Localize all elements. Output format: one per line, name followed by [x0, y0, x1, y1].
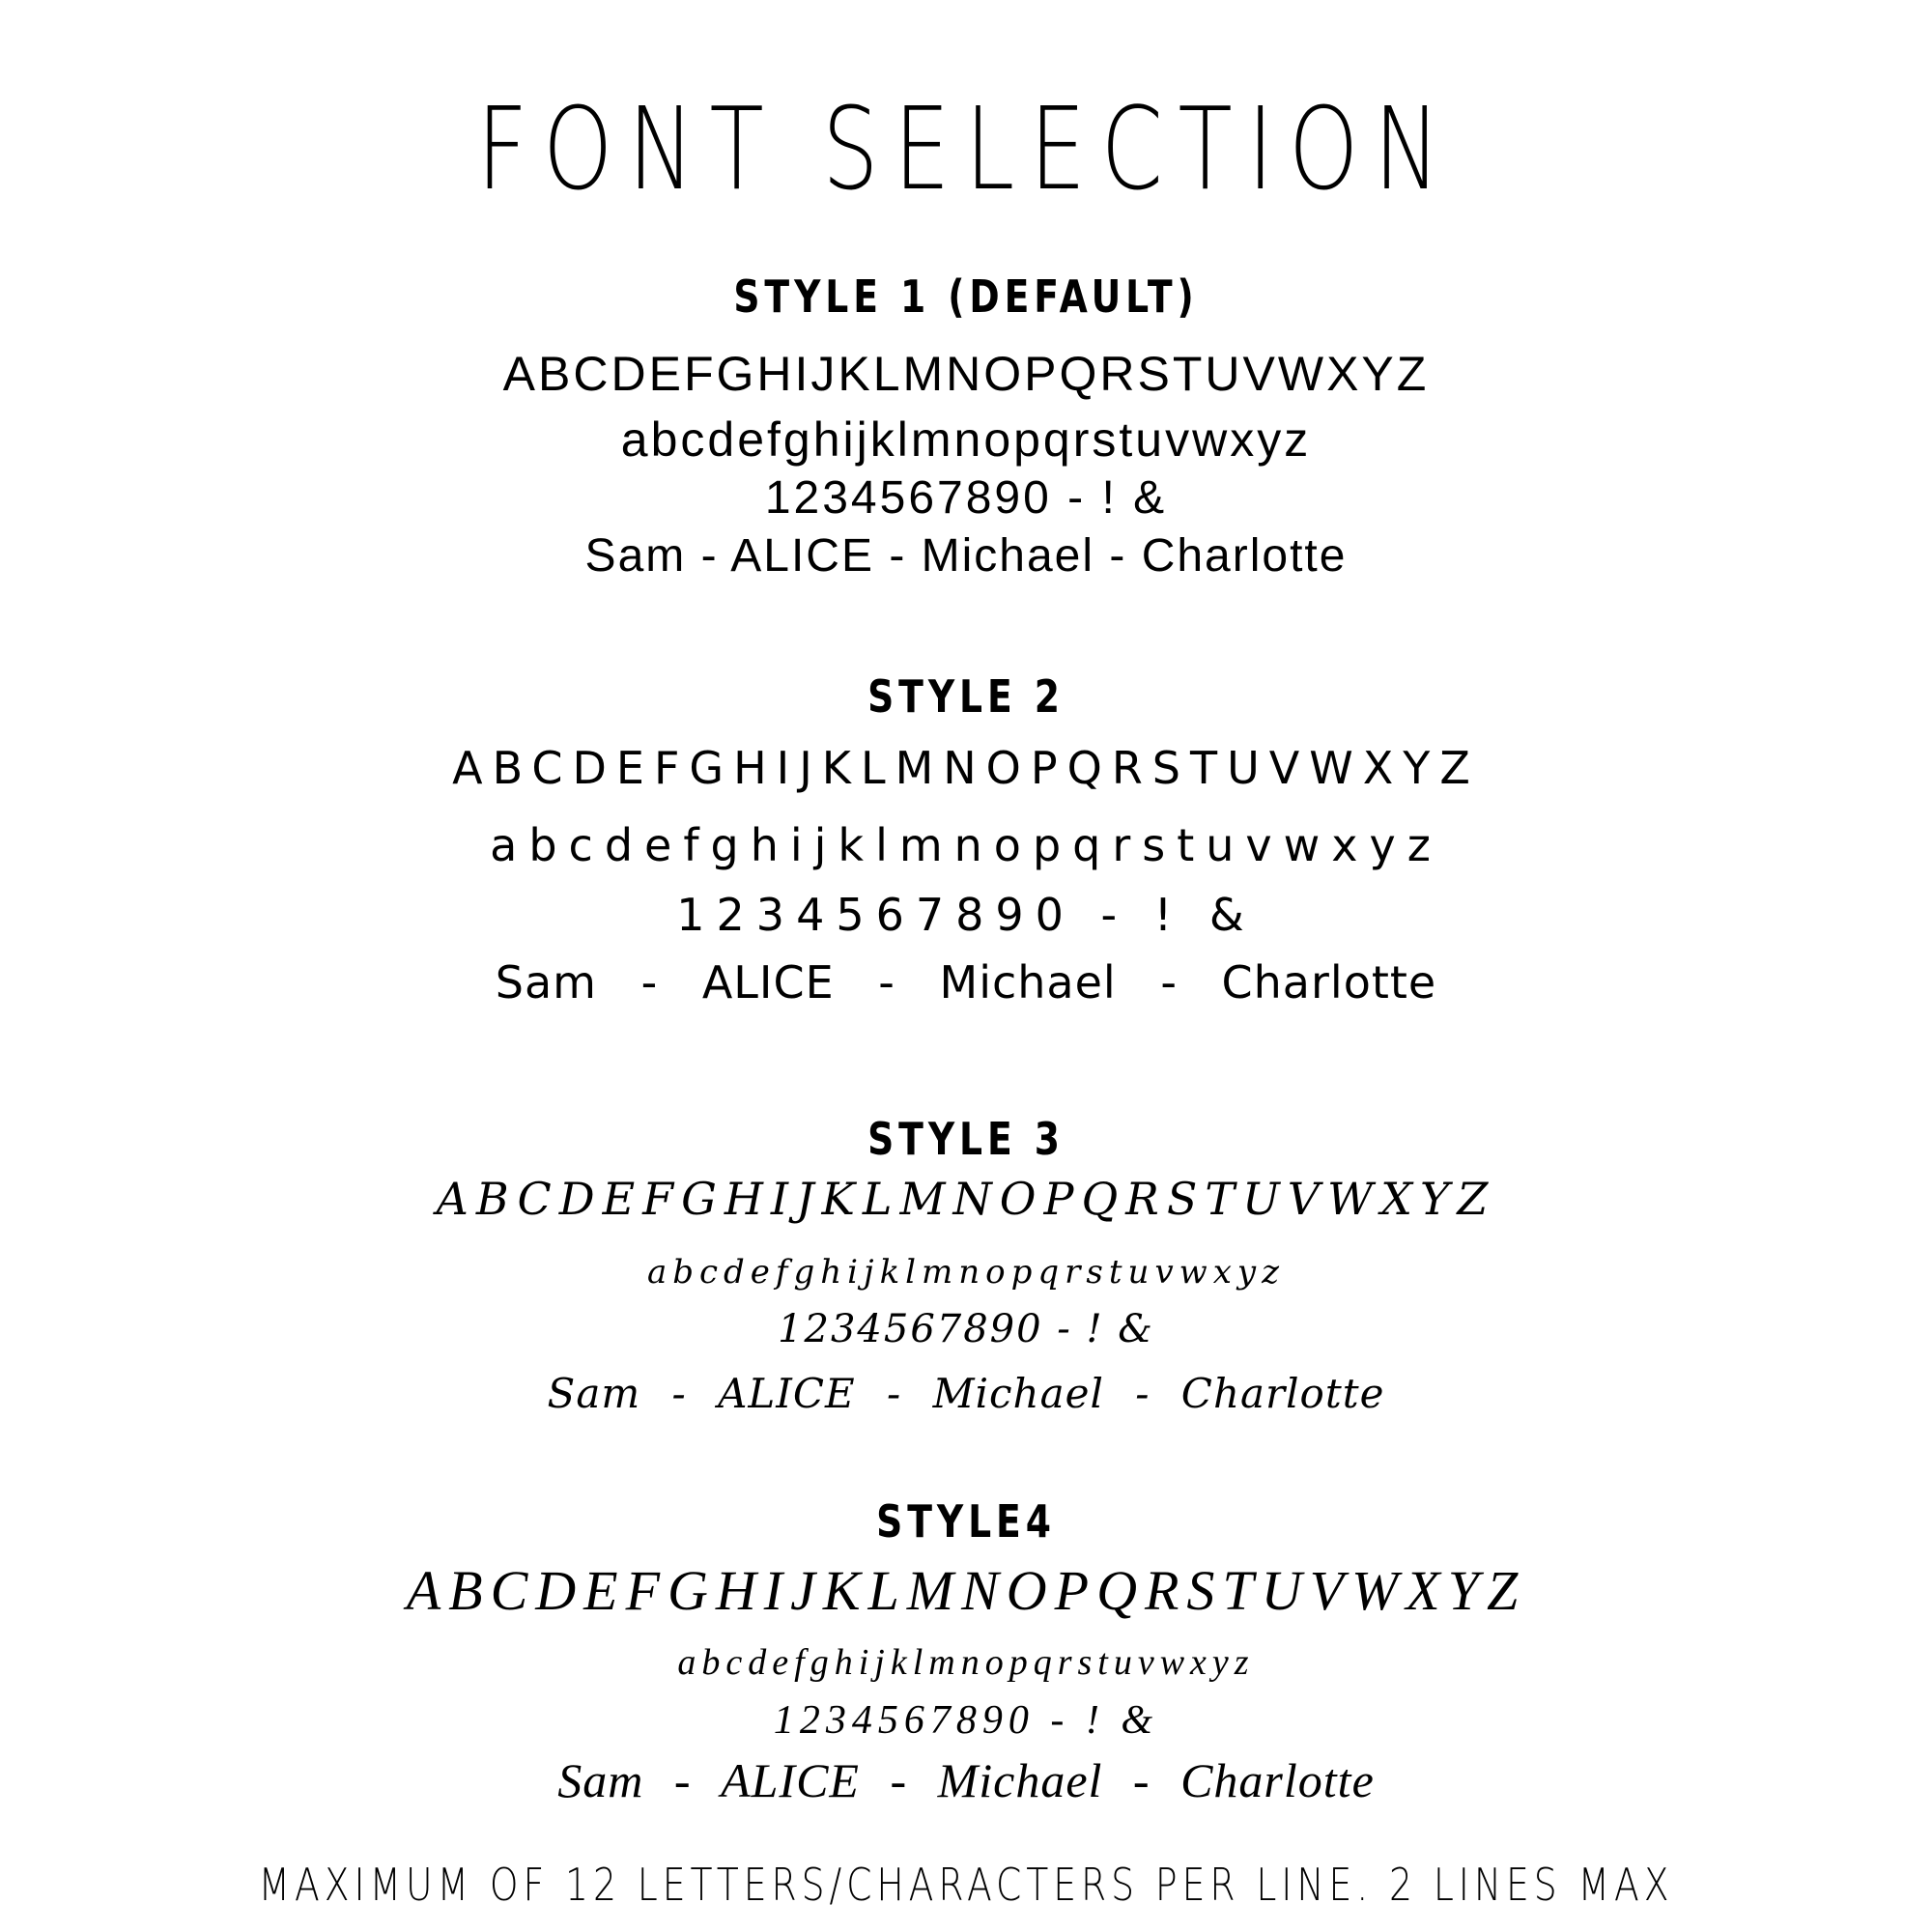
footer-note: MAXIMUM OF 12 LETTERS/CHARACTERS PER LINE. 2 LINES MAX — [258, 1859, 1674, 1911]
style-4-numbers: 1234567890 - ! & — [773, 1698, 1159, 1743]
style-1-numbers: 1234567890 - ! & — [764, 472, 1168, 524]
style-4-names: Sam - ALICE - Michael - Charlotte — [557, 1753, 1375, 1807]
style-3-lowercase: abcdefghijklmnopqrstuvwxyz — [646, 1253, 1286, 1292]
style-3-uppercase: ABCDEFGHIJKLMNOPQRSTUVWXYZ — [436, 1173, 1496, 1225]
style-4-heading: STYLE4 — [876, 1495, 1056, 1548]
style-2-numbers: 1234567890 - ! & — [676, 889, 1256, 941]
style-2-heading: STYLE 2 — [867, 670, 1065, 723]
style-1-lowercase: abcdefghijklmnopqrstuvwxyz — [620, 412, 1312, 467]
page-title: FONT SELECTION — [476, 82, 1456, 215]
style-1-uppercase: ABCDEFGHIJKLMNOPQRSTUVWXYZ — [502, 347, 1430, 401]
style-1-heading: STYLE 1 (DEFAULT) — [733, 270, 1199, 323]
style-3-heading: STYLE 3 — [867, 1113, 1065, 1165]
style-4-lowercase: abcdefghijklmnopqrstuvwxyz — [677, 1642, 1255, 1683]
style-3-numbers: 1234567890 - ! & — [778, 1307, 1154, 1351]
style-2-names: Sam - ALICE - Michael - Charlotte — [495, 956, 1437, 1009]
style-4-uppercase: ABCDEFGHIJKLMNOPQRSTUVWXYZ — [406, 1559, 1526, 1622]
style-1-names: Sam - ALICE - Michael - Charlotte — [584, 530, 1348, 582]
style-3-names: Sam - ALICE - Michael - Charlotte — [547, 1370, 1385, 1417]
style-2-lowercase: abcdefghijklmnopqrstuvwxyz — [490, 819, 1442, 871]
style-2-uppercase: ABCDEFGHIJKLMNOPQRSTUVWXYZ — [452, 742, 1480, 794]
